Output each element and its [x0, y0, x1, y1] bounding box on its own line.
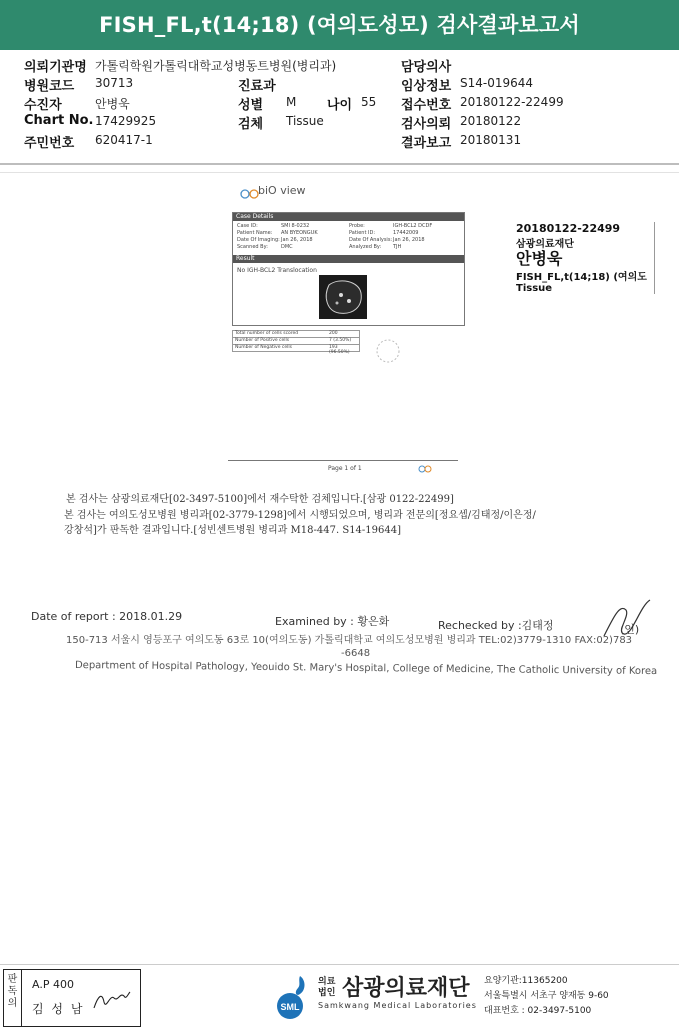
examined-by: Examined by : 황은화: [275, 615, 390, 628]
address-line-1: 150-713 서울시 영등포구 여의도동 63로 10(여의도동) 가톨릭대학교 여의도성모병원 병리과 TEL:02)3779-1310 FAX:02)783: [66, 635, 633, 646]
count-row: [232, 345, 360, 355]
sticker-test: FISH_FL,t(14;18) (여의도: [516, 272, 647, 283]
age-value: 55: [361, 95, 377, 109]
case-field-key: Date Of Analysis:: [349, 237, 393, 243]
case-field-key: Patient Name:: [237, 230, 273, 236]
counts-rows: [232, 330, 360, 355]
requesting-institution-label: 의뢰기관명: [24, 60, 87, 75]
biov-small-icon: [418, 464, 432, 474]
reader-box-line-2: 김 성 남: [32, 1002, 85, 1016]
patient-value: 안병욱: [95, 97, 130, 111]
specimen-value: Tissue: [286, 114, 324, 128]
case-field-value: SMI 8-0232: [281, 223, 310, 229]
rechecked-by: Rechecked by :김태정: [438, 619, 554, 632]
reader-side-text: 판독의: [7, 974, 18, 1009]
case-field-key: Patient ID:: [349, 230, 376, 236]
receipt-no-value: 20180122-22499: [460, 95, 564, 109]
sml-logo-icon: [270, 972, 314, 1022]
count-value: 200: [329, 331, 338, 336]
note-line-3: 강창석]가 판독한 결과입니다.[성빈센트병원 병리과 M18-447. S14-19644]: [64, 525, 402, 536]
institution-code: 요양기관:11365200: [484, 976, 568, 986]
result-header: Result: [233, 255, 464, 263]
count-value: 193 (96.50%): [329, 345, 350, 355]
specimen-label: 검체: [238, 117, 264, 132]
org-prefix-1: 의료: [318, 977, 336, 987]
age-label: 나이: [327, 98, 353, 113]
report-title: FISH_FL,t(14;18) (여의도성모) 검사결과보고서: [0, 0, 679, 50]
rrn-label: 주민번호: [24, 136, 75, 151]
request-date-value: 20180122: [460, 114, 522, 128]
address-line-2: -6648: [341, 648, 371, 659]
count-label: Number of Positive cells: [235, 338, 290, 343]
chart-no-value: 17429925: [95, 114, 157, 128]
case-field-key: Case ID:: [237, 223, 258, 229]
org-name: 삼광의료재단: [342, 976, 470, 1001]
receipt-no-label: 접수번호: [401, 98, 452, 113]
case-field-row: [233, 244, 464, 251]
case-field-value: AN BYEONGUK: [281, 230, 318, 236]
stamp-mark: [370, 336, 406, 366]
hospital-code-label: 병원코드: [24, 79, 75, 94]
clinical-info-value: S14-019644: [460, 76, 534, 90]
reader-box-line-1: A.P 400: [32, 978, 74, 991]
case-details-header: Case Details: [233, 213, 464, 221]
case-field-value: Jan 26, 2018: [281, 237, 313, 243]
sticker-name: 안병욱: [516, 249, 563, 268]
org-english: Samkwang Medical Laboratories: [318, 1001, 477, 1010]
count-row: [232, 338, 360, 345]
reader-signature: [90, 988, 134, 1014]
org-prefix-2: 법인: [318, 988, 336, 998]
count-value: 7 (3.50%): [329, 338, 352, 343]
org-prefix: [318, 977, 335, 999]
note-line-1: 본 검사는 삼광의료재단[02-3497-5100]에서 재수탁한 검체입니다.[삼광 0122-22499]: [66, 494, 454, 505]
sticker-org: 삼광의료재단: [516, 239, 574, 250]
result-text: No IGH-BCL2 Translocation: [237, 267, 317, 274]
date-of-report: Date of report : 2018.01.29: [31, 610, 183, 623]
org-phone: 대표번호 : 02-3497-5100: [484, 1006, 592, 1016]
case-field-value: 17442009: [393, 230, 419, 236]
clinical-info-label: 임상정보: [401, 79, 452, 94]
report-date-value: 20180131: [460, 133, 522, 147]
count-label: Number of Negative cells: [235, 345, 292, 350]
cell-image: [319, 275, 367, 319]
request-date-label: 검사의뢰: [401, 117, 452, 132]
note-line-2: 본 검사는 여의도성모병원 병리과[02-3779-1298]에서 시행되었으며, 병리과 전문의[정요셉/김태정/이은정/: [64, 510, 536, 521]
sex-value: M: [286, 95, 297, 109]
case-fields: [233, 221, 464, 255]
sml-logo-text: SML: [280, 1002, 300, 1012]
patient-label: 수진자: [24, 98, 62, 113]
case-field-value: DMC: [281, 244, 293, 250]
page-bottom-divider: [0, 964, 679, 965]
case-field-key: Date Of Imaging:: [237, 237, 280, 243]
department-english: Department of Hospital Pathology, Yeouido St. Mary's Hospital, College of Medicine, The Catholic University of Korea: [74, 660, 658, 678]
case-field-row: [233, 230, 464, 237]
chart-no-label: Chart No.: [24, 113, 94, 128]
header-info: [0, 50, 679, 163]
case-field-value: Jan 26, 2018: [393, 237, 425, 243]
seal-mark: (인): [620, 623, 640, 636]
case-field-value: IGH-BCL2 DCDF: [393, 223, 433, 229]
reader-box: [3, 969, 141, 1027]
case-field-key: Scanned By:: [237, 244, 268, 250]
attending-physician-label: 담당의사: [401, 60, 452, 75]
rrn-value: 620417-1: [95, 133, 153, 147]
hospital-code-value: 30713: [95, 76, 134, 90]
sticker-specimen: Tissue: [516, 283, 553, 294]
report-date-label: 결과보고: [401, 136, 452, 151]
counts-table: [232, 330, 360, 355]
reader-side-label: [4, 970, 22, 1026]
scan-edge: [0, 172, 679, 173]
case-field-value: TJH: [393, 244, 402, 250]
sticker-receipt: 20180122-22499: [516, 222, 621, 235]
biov-logo-text: biO view: [258, 184, 306, 197]
case-field-row: [233, 223, 464, 230]
count-row: [232, 330, 360, 338]
nucleus-shape: [319, 275, 367, 319]
biov-logo-icon: [240, 185, 260, 201]
case-field-row: [233, 237, 464, 244]
sample-sticker: [516, 222, 655, 294]
biov-logo: [240, 182, 310, 202]
case-field-key: Probe:: [349, 223, 365, 229]
department-label: 진료과: [238, 79, 276, 94]
requesting-institution-value: 가톨릭학원가톨릭대학교성병동트병원(병리과): [95, 59, 337, 73]
page-number: Page 1 of 1: [328, 465, 362, 472]
count-label: Total number of cells scored: [235, 331, 299, 336]
org-address: 서울특별시 서초구 양재동 9-60: [484, 991, 609, 1001]
case-field-key: Analyzed By:: [349, 244, 382, 250]
scan-page-footer: [228, 460, 458, 477]
header-divider: [0, 163, 679, 165]
sex-label: 성별: [238, 98, 264, 113]
case-details-panel: [232, 212, 465, 326]
